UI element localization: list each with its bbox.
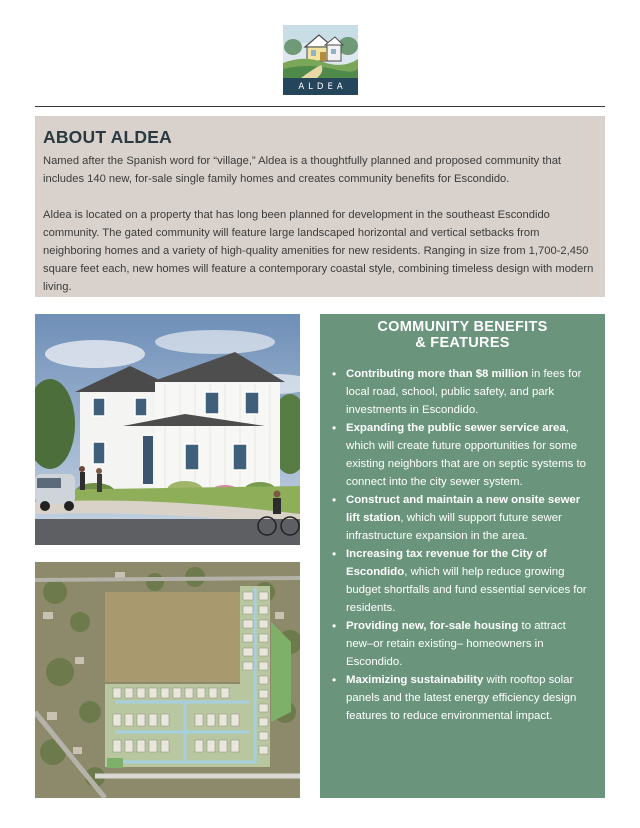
benefit-item bbox=[334, 617, 591, 671]
benefit-item-text: with rooftop solar panels and the latest energy efficiency design features to reduce environmental impact. bbox=[346, 674, 577, 722]
benefit-item bbox=[334, 365, 591, 419]
header-divider bbox=[35, 106, 605, 107]
benefits-list bbox=[334, 365, 591, 725]
benefits-title-line-2: & FEATURES bbox=[415, 335, 510, 351]
logo-wordmark-band bbox=[283, 78, 358, 95]
benefit-item bbox=[334, 671, 591, 725]
benefit-item-text: in fees for local road, school, public safety, and park investments in Escondido. bbox=[346, 368, 582, 416]
benefit-item-highlight: Maximizing sustainability bbox=[346, 674, 484, 686]
benefit-item-highlight: Contributing more than $8 million bbox=[346, 368, 529, 380]
benefit-item-text: to attract new–or retain existing– homeowners in Escondido. bbox=[346, 620, 566, 668]
benefits-title bbox=[334, 319, 591, 351]
benefit-item bbox=[334, 545, 591, 617]
benefit-item bbox=[334, 419, 591, 491]
benefit-item-text: , which will support future sewer infrastructure expansion in the area. bbox=[346, 512, 562, 542]
about-paragraph-2: Aldea is located on a property that has long been planned for development in the southeast Escondido community. The gated community will feature large landscaped horizontal and vertical setbacks from neighboring homes and a variety of high-quality amenities for new residents. Ranging in size from 1,700-2,450 square feet each, new homes will feature a contemporary coastal style, combining timeless design with modern living. bbox=[43, 209, 594, 293]
benefits-title-line-1: COMMUNITY BENEFITS bbox=[377, 319, 548, 335]
community-benefits-panel bbox=[320, 314, 605, 798]
about-paragraph-1: Named after the Spanish word for “village,” Aldea is a thoughtfully planned and proposed community that includes 140 new, for-sale single family homes and creates community benefits for Escondido. bbox=[43, 155, 562, 185]
benefit-item bbox=[334, 491, 591, 545]
about-section bbox=[35, 116, 605, 297]
benefit-item-text: , which will create future opportunities for some existing neighbors that are on septic systems to connect into the city sewer system. bbox=[346, 422, 586, 488]
aldea-logo bbox=[283, 25, 358, 95]
logo-wordmark: ALDEA bbox=[298, 81, 347, 92]
benefit-item-highlight: Construct and maintain a new onsite sewer lift station bbox=[346, 494, 581, 524]
about-title: ABOUT ALDEA bbox=[43, 127, 172, 147]
benefit-item-highlight: Increasing tax revenue for the City of Escondido bbox=[346, 548, 547, 578]
logo-house-illustration bbox=[283, 25, 358, 78]
benefit-item-highlight: Providing new, for-sale housing bbox=[346, 620, 519, 632]
home-rendering-image bbox=[35, 314, 300, 545]
site-plan-aerial-image bbox=[35, 562, 300, 798]
benefit-item-highlight: Expanding the public sewer service area bbox=[346, 422, 566, 434]
benefit-item-text: , which will help reduce growing budget shortfalls and fund essential services for residents. bbox=[346, 566, 587, 614]
